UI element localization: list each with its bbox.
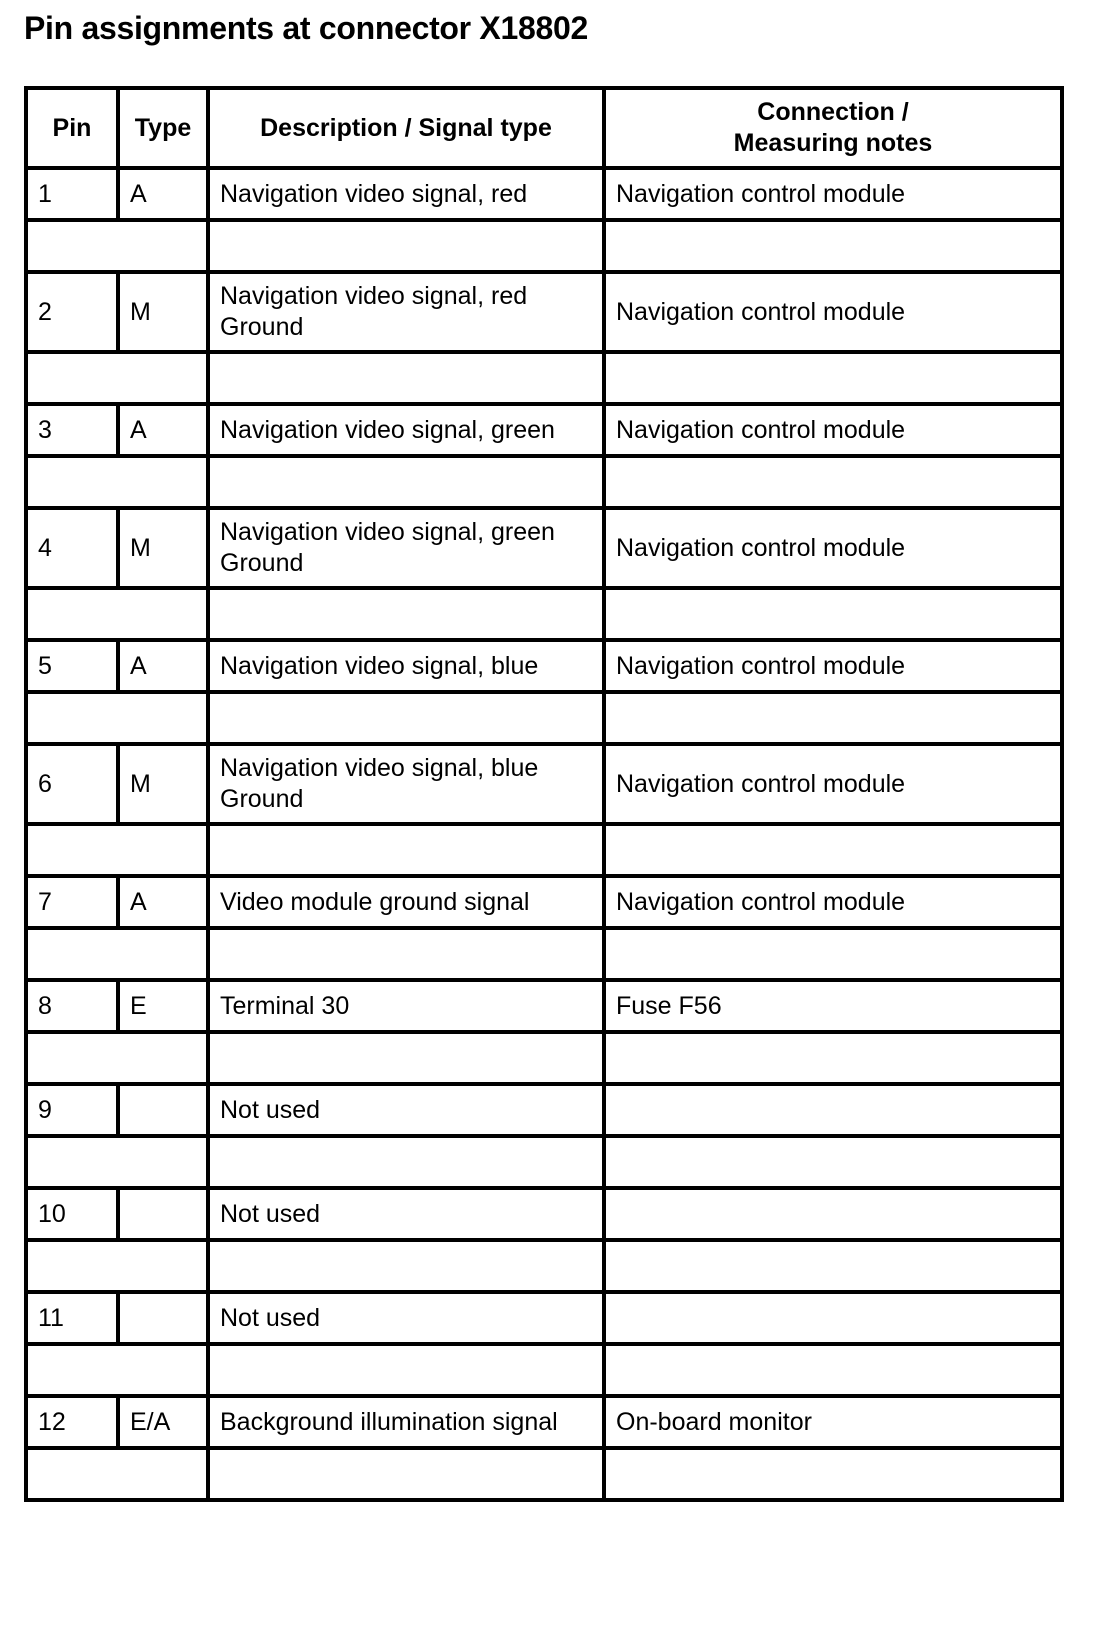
description-cell: [208, 508, 604, 588]
spacer-cell: [604, 1136, 1062, 1188]
pin-cell: 6: [26, 744, 118, 824]
table-row: [26, 1084, 1062, 1136]
description-cell: [208, 404, 604, 456]
spacer-row: [26, 1136, 1062, 1188]
pin-cell: 1: [26, 168, 118, 220]
description-line: Navigation video signal, green: [220, 415, 555, 444]
spacer-cell: [26, 824, 208, 876]
description-cell: [208, 1084, 604, 1136]
spacer-cell: [604, 824, 1062, 876]
spacer-cell: [604, 1032, 1062, 1084]
spacer-cell: [208, 1448, 604, 1500]
spacer-row: [26, 220, 1062, 272]
pin-cell: 4: [26, 508, 118, 588]
pin-cell: 5: [26, 640, 118, 692]
spacer-cell: [604, 352, 1062, 404]
description-cell: [208, 1188, 604, 1240]
header-pin: Pin: [26, 88, 118, 168]
connection-cell: Navigation control module: [604, 508, 1062, 588]
spacer-row: [26, 1344, 1062, 1396]
table-row: [26, 980, 1062, 1032]
table-header-row: [26, 88, 1062, 168]
description-line: Not used: [220, 1303, 321, 1332]
type-cell: M: [118, 272, 208, 352]
description-line: Navigation video signal, blue: [220, 651, 539, 680]
connection-cell: Navigation control module: [604, 744, 1062, 824]
description-line: Navigation video signal, green: [220, 518, 555, 546]
connection-cell: Navigation control module: [604, 168, 1062, 220]
table-row: [26, 272, 1062, 352]
spacer-cell: [604, 588, 1062, 640]
page-title: Pin assignments at connector X18802: [24, 10, 588, 46]
spacer-row: [26, 692, 1062, 744]
spacer-cell: [208, 588, 604, 640]
spacer-cell: [26, 1240, 208, 1292]
spacer-cell: [26, 456, 208, 508]
spacer-cell: [604, 220, 1062, 272]
description-line: Navigation video signal, blue: [220, 754, 539, 782]
description-line: Terminal 30: [220, 991, 350, 1020]
connection-cell: Navigation control module: [604, 272, 1062, 352]
type-cell: A: [118, 876, 208, 928]
description-cell: [208, 640, 604, 692]
table-row: [26, 744, 1062, 824]
spacer-cell: [208, 1344, 604, 1396]
spacer-cell: [604, 1448, 1062, 1500]
spacer-cell: [604, 928, 1062, 980]
table-row: [26, 1396, 1062, 1448]
spacer-row: [26, 352, 1062, 404]
header-connection-line2: Measuring notes: [733, 129, 933, 157]
type-cell: M: [118, 744, 208, 824]
type-cell: A: [118, 404, 208, 456]
spacer-cell: [208, 692, 604, 744]
type-cell: A: [118, 640, 208, 692]
header-connection: [604, 88, 1062, 168]
spacer-row: [26, 1448, 1062, 1500]
spacer-cell: [208, 456, 604, 508]
pin-cell: 12: [26, 1396, 118, 1448]
type-cell: [118, 1084, 208, 1136]
description-line: Navigation video signal, red: [220, 282, 528, 310]
spacer-cell: [26, 1032, 208, 1084]
type-cell: A: [118, 168, 208, 220]
header-type: Type: [118, 88, 208, 168]
spacer-row: [26, 824, 1062, 876]
table-row: [26, 168, 1062, 220]
type-cell: M: [118, 508, 208, 588]
description-line: Background illumination signal: [220, 1407, 558, 1436]
connection-cell: Navigation control module: [604, 876, 1062, 928]
spacer-cell: [208, 220, 604, 272]
description-line-2: Ground: [220, 549, 304, 577]
table-row: [26, 1188, 1062, 1240]
spacer-cell: [26, 692, 208, 744]
spacer-cell: [208, 1032, 604, 1084]
type-cell: E: [118, 980, 208, 1032]
table-row: [26, 404, 1062, 456]
description-cell: [208, 744, 604, 824]
connection-cell: Navigation control module: [604, 404, 1062, 456]
spacer-cell: [604, 692, 1062, 744]
header-description: Description / Signal type: [208, 88, 604, 168]
spacer-cell: [26, 928, 208, 980]
header-connection-line1: Connection /: [757, 98, 909, 126]
spacer-cell: [604, 456, 1062, 508]
pin-cell: 8: [26, 980, 118, 1032]
spacer-cell: [208, 1136, 604, 1188]
spacer-cell: [208, 1240, 604, 1292]
description-cell: [208, 876, 604, 928]
table-row: [26, 508, 1062, 588]
pin-cell: 7: [26, 876, 118, 928]
spacer-cell: [604, 1240, 1062, 1292]
table-row: [26, 1292, 1062, 1344]
description-cell: [208, 168, 604, 220]
pin-cell: 11: [26, 1292, 118, 1344]
connection-cell: Navigation control module: [604, 640, 1062, 692]
spacer-row: [26, 1032, 1062, 1084]
table-row: [26, 640, 1062, 692]
spacer-row: [26, 928, 1062, 980]
spacer-row: [26, 456, 1062, 508]
spacer-cell: [604, 1344, 1062, 1396]
description-line: Not used: [220, 1095, 321, 1124]
pin-cell: 3: [26, 404, 118, 456]
description-cell: [208, 1396, 604, 1448]
description-cell: [208, 272, 604, 352]
description-line-2: Ground: [220, 785, 304, 813]
connection-cell: [604, 1188, 1062, 1240]
connection-cell: [604, 1292, 1062, 1344]
description-line-2: Ground: [220, 313, 304, 341]
spacer-cell: [26, 1448, 208, 1500]
table-row: [26, 876, 1062, 928]
connection-cell: On-board monitor: [604, 1396, 1062, 1448]
spacer-cell: [208, 824, 604, 876]
pin-assignment-table: [24, 86, 1064, 1502]
connection-cell: [604, 1084, 1062, 1136]
spacer-cell: [208, 928, 604, 980]
spacer-cell: [26, 220, 208, 272]
spacer-cell: [26, 1344, 208, 1396]
spacer-cell: [26, 352, 208, 404]
spacer-cell: [26, 588, 208, 640]
connection-cell: Fuse F56: [604, 980, 1062, 1032]
type-cell: [118, 1188, 208, 1240]
type-cell: E/A: [118, 1396, 208, 1448]
description-line: Navigation video signal, red: [220, 179, 528, 208]
pin-cell: 9: [26, 1084, 118, 1136]
spacer-cell: [208, 352, 604, 404]
description-cell: [208, 1292, 604, 1344]
pin-cell: 10: [26, 1188, 118, 1240]
type-cell: [118, 1292, 208, 1344]
pin-cell: 2: [26, 272, 118, 352]
spacer-row: [26, 1240, 1062, 1292]
description-line: Video module ground signal: [220, 887, 530, 916]
description-cell: [208, 980, 604, 1032]
spacer-cell: [26, 1136, 208, 1188]
spacer-row: [26, 588, 1062, 640]
description-line: Not used: [220, 1199, 321, 1228]
